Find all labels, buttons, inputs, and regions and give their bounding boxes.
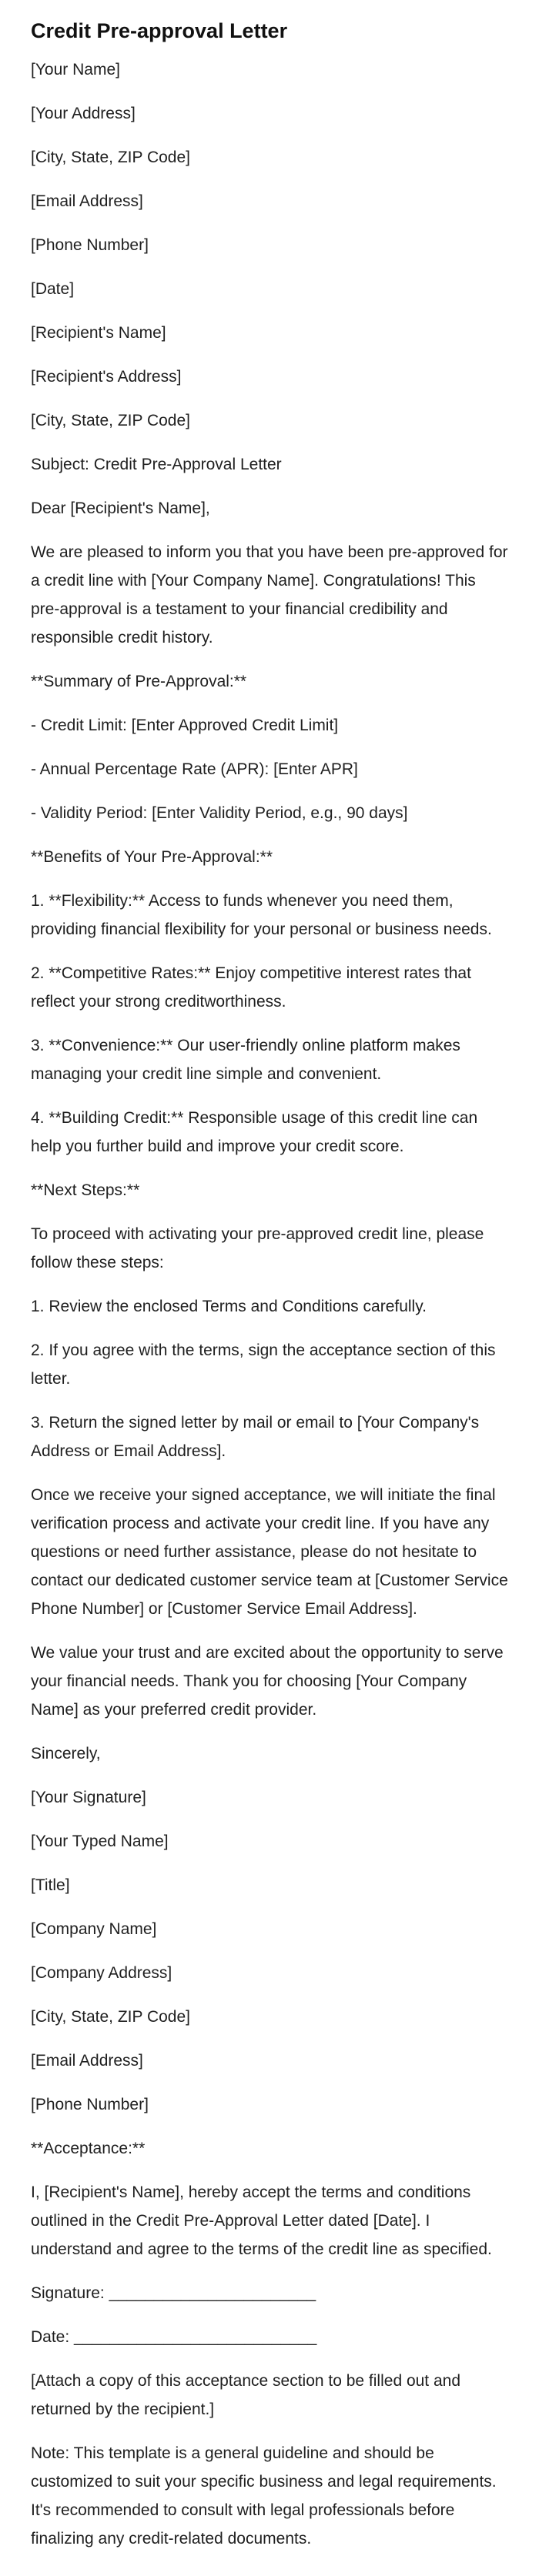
- paragraph: **Next Steps:**: [31, 1181, 140, 1199]
- paragraph: - Annual Percentage Rate (APR): [Enter APR]: [31, 760, 358, 778]
- document-title: Credit Pre-approval Letter: [31, 19, 288, 42]
- paragraph: [Your Address]: [31, 105, 136, 122]
- paragraph: Subject: Credit Pre-Approval Letter: [31, 456, 282, 473]
- paragraph: [Email Address]: [31, 2052, 143, 2070]
- paragraph: 2. **Competitive Rates:** Enjoy competitive interest rates that reflect your strong creditworthiness.: [31, 964, 476, 1011]
- paragraph: 2. If you agree with the terms, sign the acceptance section of this letter.: [31, 1341, 500, 1388]
- paragraph: Date: ___________________________: [31, 2328, 317, 2346]
- paragraph: [Your Typed Name]: [31, 1833, 169, 1850]
- paragraph: Dear [Recipient's Name],: [31, 499, 210, 517]
- paragraph: [Date]: [31, 280, 75, 298]
- paragraph: [Company Name]: [31, 1920, 157, 1938]
- paragraph: 1. **Flexibility:** Access to funds whenever you need them, providing financial flexibility for your personal or business needs.: [31, 892, 492, 938]
- paragraph: **Summary of Pre-Approval:**: [31, 673, 247, 690]
- paragraph: 3. Return the signed letter by mail or email to [Your Company's Address or Email Address].: [31, 1414, 483, 1460]
- paragraph: [Company Address]: [31, 1964, 172, 1982]
- paragraph: [Attach a copy of this acceptance section to be filled out and returned by the recipient.]: [31, 2372, 465, 2418]
- paragraph: 4. **Building Credit:** Responsible usage of this credit line can help you further build and improve your credit score.: [31, 1109, 483, 1155]
- paragraph: [Phone Number]: [31, 236, 149, 254]
- paragraph: [Your Name]: [31, 61, 120, 79]
- paragraph: I, [Recipient's Name], hereby accept the terms and conditions outlined in the Credit Pre-Approval Letter dated [Date]. I understand and agree to the terms of the credit line as specified.: [31, 2183, 492, 2258]
- paragraph: Signature: _______________________: [31, 2284, 316, 2302]
- paragraph: [City, State, ZIP Code]: [31, 149, 190, 166]
- paragraph: [Recipient's Name]: [31, 324, 166, 342]
- paragraph: Sincerely,: [31, 1745, 101, 1762]
- paragraph: [Title]: [31, 1876, 70, 1894]
- paragraph: - Credit Limit: [Enter Approved Credit Limit]: [31, 717, 339, 734]
- paragraph: [Email Address]: [31, 192, 143, 210]
- paragraph: Note: This template is a general guideline and should be customized to suit your specific business and legal requirements. It's recommended to consult with legal professionals before finalizing any credit-related documents.: [31, 2444, 501, 2548]
- paragraph: - Validity Period: [Enter Validity Period, e.g., 90 days]: [31, 804, 408, 822]
- paragraph: 1. Review the enclosed Terms and Conditions carefully.: [31, 1298, 427, 1315]
- paragraph: [City, State, ZIP Code]: [31, 2008, 190, 2026]
- document-body: [31, 55, 513, 2553]
- paragraph: **Acceptance:**: [31, 2140, 146, 2157]
- paragraph: [Your Signature]: [31, 1789, 146, 1806]
- paragraph: 3. **Convenience:** Our user-friendly online platform makes managing your credit line simple and convenient.: [31, 1037, 465, 1083]
- paragraph: **Benefits of Your Pre-Approval:**: [31, 848, 273, 866]
- paragraph: [Recipient's Address]: [31, 368, 182, 386]
- paragraph: [City, State, ZIP Code]: [31, 412, 190, 429]
- paragraph: We value your trust and are excited about the opportunity to serve your financial needs. Thank you for choosing [Your Company Name] as your preferred credit provider.: [31, 1644, 508, 1719]
- paragraph: To proceed with activating your pre-approved credit line, please follow these steps:: [31, 1225, 489, 1271]
- paragraph: [Phone Number]: [31, 2096, 149, 2113]
- paragraph: We are pleased to inform you that you have been pre-approved for a credit line with [Your Company Name]. Congratulations! This pre-approval is a testament to your financial credibility and responsible credit history.: [31, 543, 513, 647]
- paragraph: Once we receive your signed acceptance, we will initiate the final verification process and activate your credit line. If you have any questions or need further assistance, please do not hesitate to contact our dedicated customer service team at [Customer Service Phone Number] or [Customer Service Email Address].: [31, 1486, 513, 1618]
